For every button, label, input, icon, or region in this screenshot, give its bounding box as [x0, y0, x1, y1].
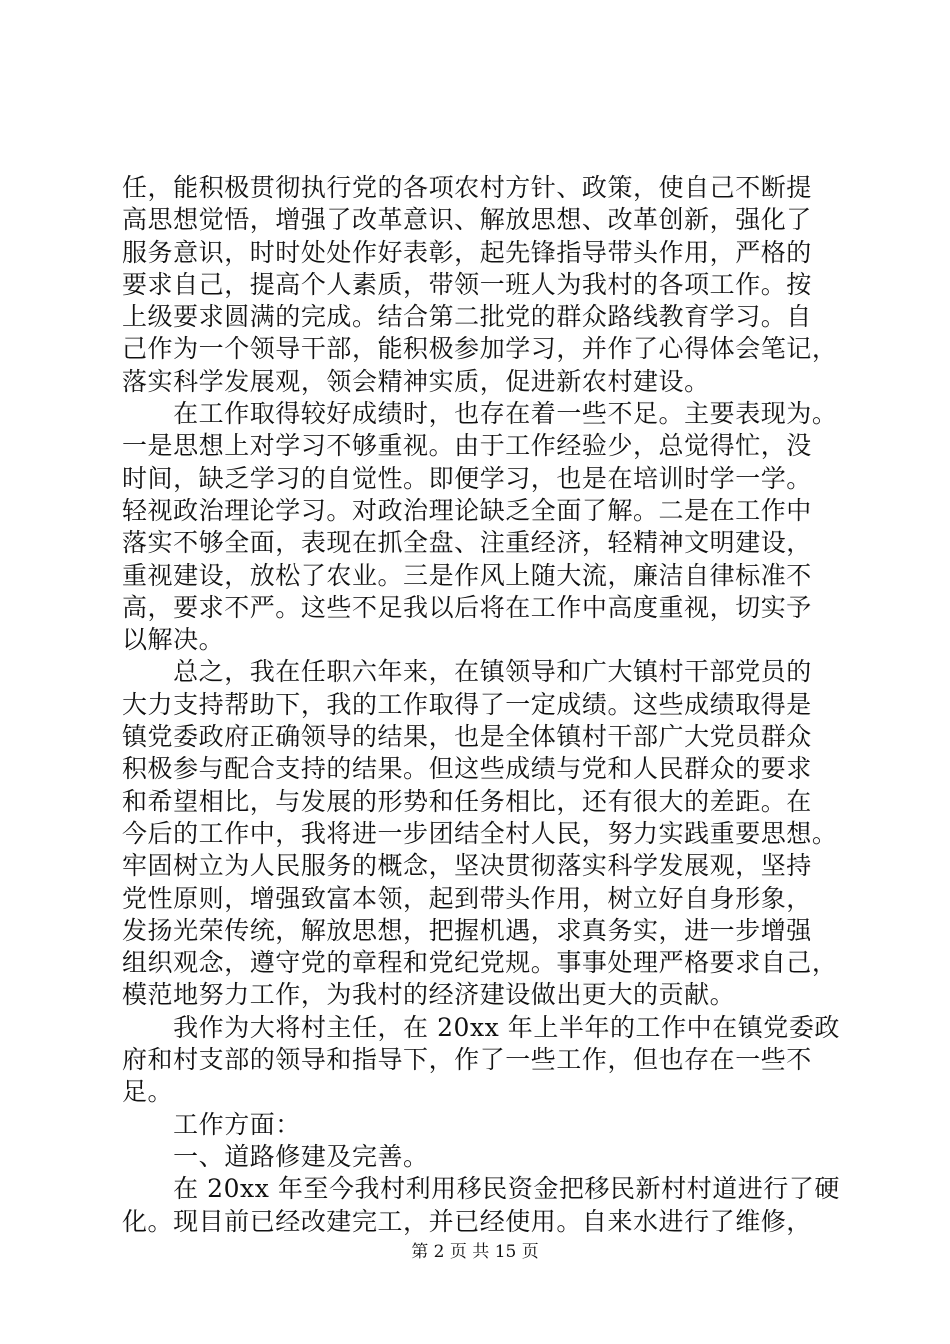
text-line: 总之，我在任职六年来，在镇领导和广大镇村干部党员的	[122, 657, 812, 687]
text-line: 镇党委政府正确领导的结果，也是全体镇村干部广大党员群众	[122, 722, 812, 752]
text-line: 高思想觉悟，增强了改革意识、解放思想、改革创新，强化了	[122, 205, 812, 235]
text-line: 今后的工作中，我将进一步团结全村人民，努力实践重要思想。	[122, 818, 838, 848]
text-line: 化。现目前已经改建完工，并已经使用。自来水进行了维修，	[122, 1206, 812, 1236]
document-body	[122, 172, 840, 1238]
text-line: 轻视政治理论学习。对政治理论缺乏全面了解。二是在工作中	[122, 495, 812, 525]
text-line: 足。	[122, 1077, 174, 1107]
text-line: 任，能积极贯彻执行党的各项农村方针、政策，使自己不断提	[122, 173, 812, 202]
text-line: 服务意识，时时处处作好表彰，起先锋指导带头作用，严格的	[122, 237, 812, 267]
text-line: 重视建设，放松了农业。三是作风上随大流，廉洁自律标准不	[122, 560, 812, 590]
text-line: 落实科学发展观，领会精神实质，促进新农村建设。	[122, 366, 710, 396]
text-line: 模范地努力工作，为我村的经济建设做出更大的贡献。	[122, 980, 736, 1010]
text-line: 上级要求圆满的完成。结合第二批党的群众路线教育学习。自	[122, 302, 812, 332]
text-line: 党性原则，增强致富本领，起到带头作用，树立好自身形象，	[122, 883, 812, 913]
page-number-footer: 第 2 页 共 15 页	[411, 1242, 539, 1262]
text-line: 和希望相比，与发展的形势和任务相比，还有很大的差距。在	[122, 786, 812, 816]
text-line: 积极参与配合支持的结果。但这些成绩与党和人民群众的要求	[122, 754, 812, 784]
text-line: 牢固树立为人民服务的概念，坚决贯彻落实科学发展观，坚持	[122, 851, 812, 881]
text-line: 在 20xx 年至今我村利用移民资金把移民新村村道进行了硬	[122, 1174, 840, 1204]
text-line: 发扬光荣传统，解放思想，把握机遇，求真务实，进一步增强	[122, 915, 812, 945]
text-line: 在工作取得较好成绩时，也存在着一些不足。主要表现为。	[122, 399, 838, 429]
text-line: 落实不够全面，表现在抓全盘、注重经济，轻精神文明建设，	[122, 528, 812, 558]
text-line: 工作方面：	[122, 1109, 301, 1139]
text-line: 府和村支部的领导和指导下，作了一些工作，但也存在一些不	[122, 1045, 812, 1075]
text-line: 高，要求不严。这些不足我以后将在工作中高度重视，切实予	[122, 592, 812, 622]
text-line: 时间，缺乏学习的自觉性。即便学习，也是在培训时学一学。	[122, 463, 812, 493]
text-line: 己作为一个领导干部，能积极参加学习，并作了心得体会笔记，	[122, 334, 838, 364]
text-line: 我作为大将村主任，在 20xx 年上半年的工作中在镇党委政	[122, 1012, 840, 1042]
text-line: 要求自己，提高个人素质，带领一班人为我村的各项工作。按	[122, 269, 812, 299]
text-line: 以解决。	[122, 625, 225, 655]
text-line: 一、道路修建及完善。	[122, 1141, 429, 1171]
text-line: 一是思想上对学习不够重视。由于工作经验少，总觉得忙，没	[122, 431, 812, 461]
text-line: 大力支持帮助下，我的工作取得了一定成绩。这些成绩取得是	[122, 689, 812, 719]
text-line: 组织观念，遵守党的章程和党纪党规。事事处理严格要求自己，	[122, 948, 838, 978]
